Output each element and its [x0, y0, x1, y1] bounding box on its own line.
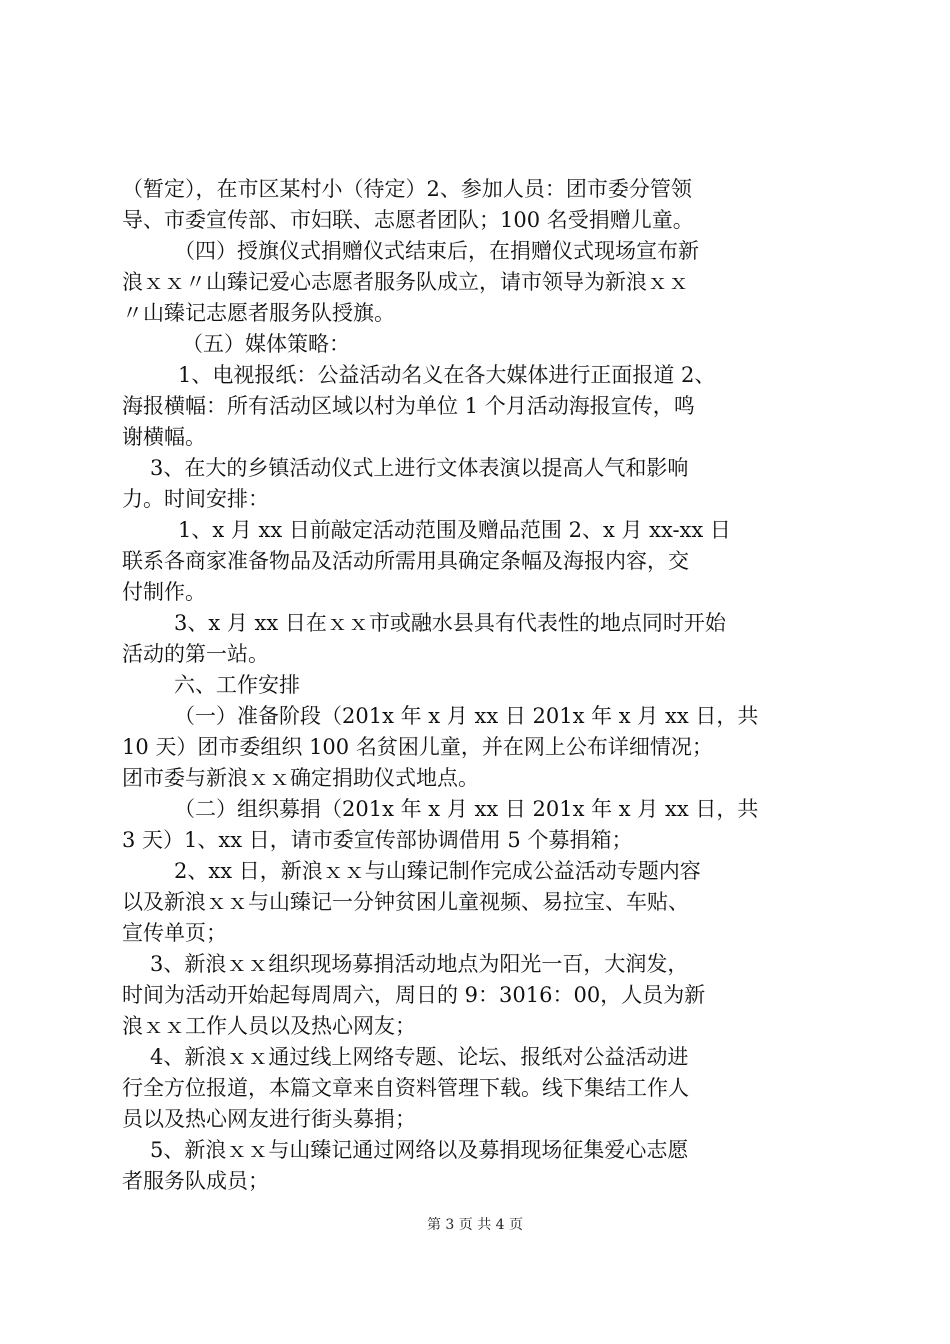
text-line: 3、x 月 xx 日在ｘｘ市或融水县具有代表性的地点同时开始 — [174, 611, 726, 635]
text-line: （五）媒体策略： — [182, 332, 350, 356]
text-line: 4、新浪ｘｘ通过线上网络专题、论坛、报纸对公益活动进 — [150, 1045, 689, 1069]
text-line: 时间为活动开始起每周周六，周日的 9：3016：00，人员为新 — [122, 983, 706, 1007]
text-line: 1、x 月 xx 日前敲定活动范围及赠品范围 2、x 月 xx-xx 日 — [178, 518, 731, 542]
text-line: 2、xx 日，新浪ｘｘ与山臻记制作完成公益活动专题内容 — [174, 859, 701, 883]
text-line: 以及新浪ｘｘ与山臻记一分钟贫困儿童视频、易拉宝、车贴、 — [122, 890, 689, 914]
text-line: 5、新浪ｘｘ与山臻记通过网络以及募捐现场征集爱心志愿 — [150, 1138, 689, 1162]
text-line: 1、电视报纸：公益活动名义在各大媒体进行正面报道 2、 — [178, 363, 716, 387]
text-line: 浪ｘｘ工作人员以及热心网友； — [122, 1014, 416, 1038]
text-line: 行全方位报道，本篇文章来自资料管理下载。线下集结工作人 — [122, 1076, 689, 1100]
section-heading: 六、工作安排 — [174, 673, 300, 697]
text-line: 海报横幅：所有活动区域以村为单位 1 个月活动海报宣传，鸣 — [122, 394, 695, 418]
text-line: （四）授旗仪式捐赠仪式结束后，在捐赠仪式现场宣布新 — [174, 239, 699, 263]
text-line: （一）准备阶段（201x 年 x 月 xx 日 201x 年 x 月 xx 日，共 — [174, 704, 759, 728]
text-line: 联系各商家准备物品及活动所需用具确定条幅及海报内容，交 — [122, 549, 689, 573]
page-footer: 第 3 页 共 4 页 — [426, 1217, 524, 1233]
text-line: 员以及热心网友进行街头募捐； — [122, 1107, 416, 1131]
text-line: 3、在大的乡镇活动仪式上进行文体表演以提高人气和影响 — [150, 456, 689, 480]
text-line: 导、市委宣传部、市妇联、志愿者团队；100 名受捐赠儿童。 — [122, 208, 694, 232]
text-line: 活动的第一站。 — [122, 642, 269, 666]
text-line: 者服务队成员； — [122, 1169, 269, 1193]
text-line: 团市委与新浪ｘｘ确定捐助仪式地点。 — [122, 766, 479, 790]
text-line: 付制作。 — [122, 580, 206, 604]
text-line: 3、新浪ｘｘ组织现场募捐活动地点为阳光一百，大润发， — [150, 952, 689, 976]
text-line: （暂定），在市区某村小（待定）2、参加人员：团市委分管领 — [122, 177, 692, 201]
text-line: 宣传单页； — [122, 921, 227, 945]
text-line: 浪ｘｘ〃山臻记爱心志愿者服务队成立，请市领导为新浪ｘｘ — [122, 270, 689, 294]
text-line: 力。时间安排： — [122, 487, 269, 511]
document-body — [122, 174, 834, 1197]
text-line: （二）组织募捐（201x 年 x 月 xx 日 201x 年 x 月 xx 日，共 — [174, 797, 759, 821]
text-line: 〃山臻记志愿者服务队授旗。 — [122, 301, 395, 325]
text-line: 谢横幅。 — [122, 425, 206, 449]
text-line: 3 天）1、xx 日，请市委宣传部协调借用 5 个募捐箱； — [122, 828, 633, 852]
text-line: 10 天）团市委组织 100 名贫困儿童，并在网上公布详细情况； — [122, 735, 713, 759]
